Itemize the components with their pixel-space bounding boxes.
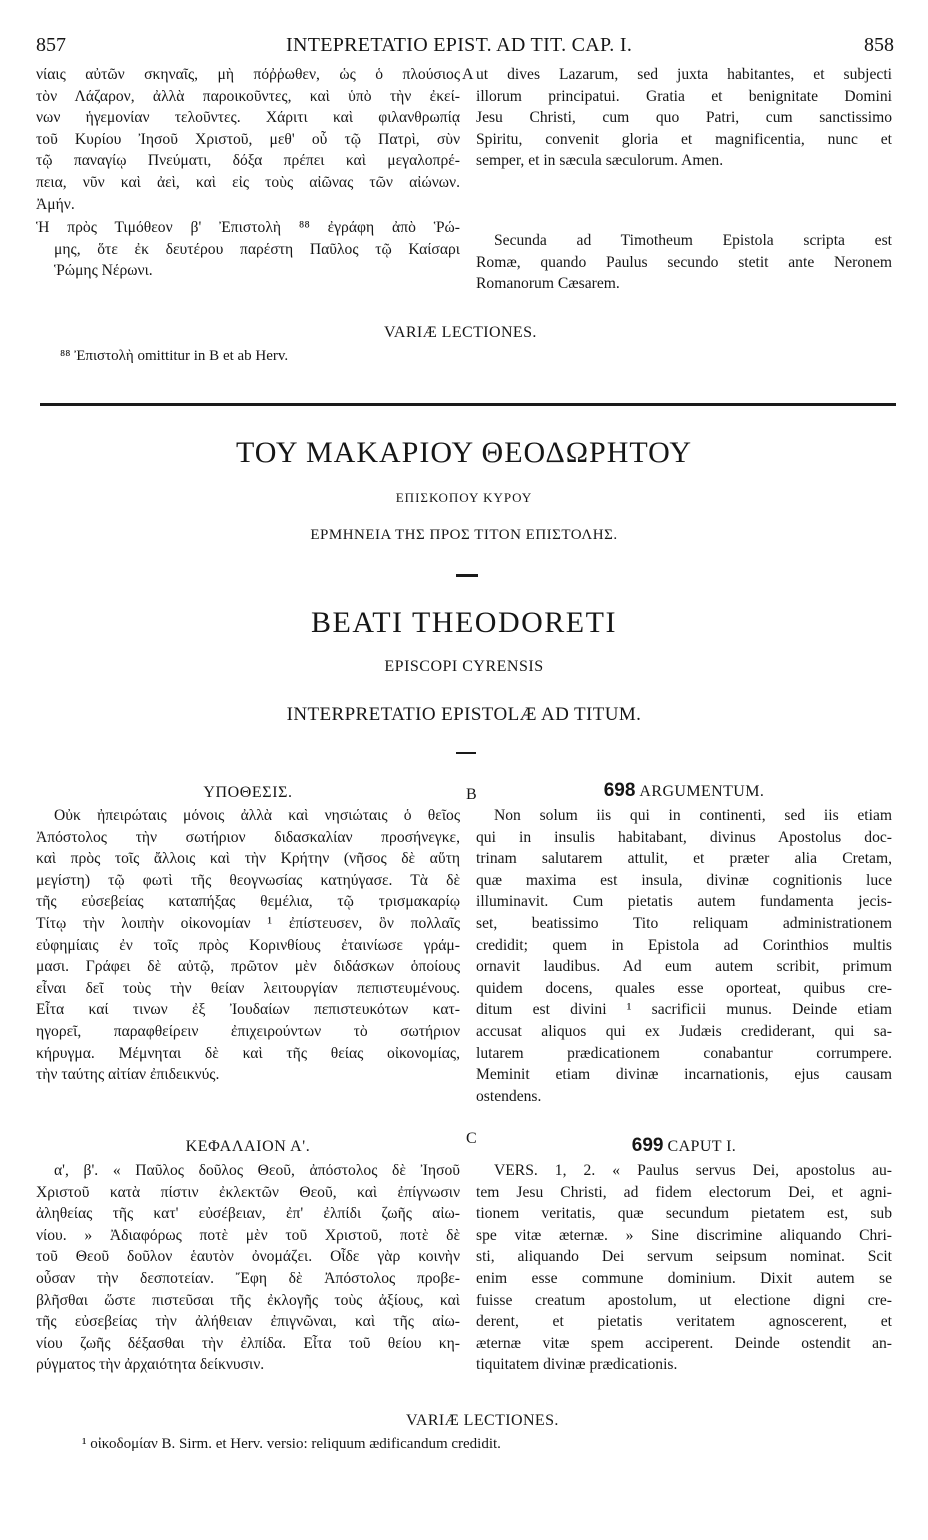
latin-line: semper, et in sæcula sæculorum. Amen. — [476, 152, 724, 170]
latin-argument-text — [476, 805, 892, 1107]
greek-line: νίαις αὐτῶν σκηναῖς, μὴ πόῤῥωθεν, ὡς ὁ πλούσιος — [36, 66, 460, 83]
latin-subscription-line: Romanorum Cæsarem. — [476, 275, 620, 293]
latin-line: credidit; quem in Epistola ad Corinthios multis — [476, 936, 892, 954]
greek-line: πεια, νῦν καὶ ἀεὶ, καὶ εἰς τοὺς αἰῶνας τῶν αἰώνων. — [36, 173, 460, 191]
greek-line: εὐφημίαις ἐν τοῖς πρὸς Κορινθίους ἐταινίωσε γράμ- — [36, 936, 460, 954]
greek-line: μεγίστη) τῷ φωτὶ τῆς θεογνωσίας κατηύγασε. Τὰ δὲ — [36, 871, 460, 889]
latin-work-title: INTERPRETATIO EPISTOLÆ AD TITUM. — [286, 704, 642, 725]
latin-line: quæ maxima est insula, divinæ cognitionis luce — [476, 871, 892, 889]
running-header — [36, 34, 894, 60]
greek-argument-heading: ΥΠΟΘΕΣΙΣ. — [203, 784, 293, 801]
greek-line: τοῦ Κυρίου Ἰησοῦ Χριστοῦ, μεθ' οὗ τῷ Πατρὶ, σὺν — [36, 130, 460, 148]
margin-marker-b: B — [466, 786, 477, 803]
greek-work-title: ΕΡΜΗΝΕΙΑ ΤΗΣ ΠΡΟΣ ΤΙΤΟΝ ΕΠΙΣΤΟΛΗΣ. — [310, 527, 618, 543]
latin-line: ut dives Lazarum, sed juxta habitantes, et subjecti — [476, 66, 892, 83]
latin-line: Jesu Christi, cum quo Patri, cum sanctissimo — [476, 109, 892, 127]
ornament-dash — [456, 574, 478, 577]
greek-line: νίου. » Ἀδιαφόρως ποτὲ μὲν τοῦ Χριστοῦ, ποτὲ δὲ — [36, 1226, 460, 1244]
greek-chapter-heading: ΚΕΦΑΛΑΙΟΝ Α'. — [185, 1138, 311, 1155]
latin-subscription-line: Romæ, quando Paulus secundo stetit ante Neronem — [476, 253, 892, 271]
greek-line: ηγορεῖ, παραφθείρειν ἐπιχειρούντων τὸ σωτήριον — [36, 1022, 460, 1040]
greek-line: α', β'. « Παῦλος δοῦλος Θεοῦ, ἀπόστολος δὲ Ἰησοῦ — [54, 1162, 460, 1179]
latin-line: VERS. 1, 2. « Paulus servus Dei, apostolus au- — [494, 1162, 892, 1179]
margin-marker-a: A — [462, 66, 474, 83]
latin-line: æternæ vitæ spem acciperent. Deinde ostendit an- — [476, 1334, 892, 1352]
greek-subtitle: ΕΠΙΣΚΟΠΟΥ ΚΥΡΟΥ — [395, 490, 533, 505]
greek-line: τῆς εὐσεβείας τὴν ἀλήθειαν ἐπιγνῶναι, καὶ τῆς αἰω- — [36, 1313, 460, 1331]
greek-line: μασι. Γράφει δὲ αὐτῷ, πρῶτον μὲν διδάσκων ὁποίους — [36, 958, 460, 976]
column-number: 699 — [631, 1135, 664, 1156]
greek-line: τοῦ Θεοῦ δοῦλον ἑαυτὸν ὀνομάζει. Οἶδε γὰρ κοινὴν — [36, 1248, 460, 1266]
greek-line: Ἀπόστολος τὴν σωτήριον διδασκαλίαν προσήνεγκε, — [36, 828, 460, 846]
latin-subtitle: EPISCOPI CYRENSIS — [384, 658, 544, 675]
latin-subscription — [476, 230, 892, 295]
greek-subscription-line: Ἡ πρὸς Τιμόθεον β' Ἐπιστολὴ ⁸⁸ ἐγράφη ἀπὸ Ῥώ- — [36, 219, 460, 237]
greek-line: ρύγματος τὴν ἀρχαιότητα δείκνυσιν. — [36, 1356, 265, 1374]
top-greek-column — [36, 64, 460, 282]
greek-line: οὖσαν τὴν δεσποτείαν. Ἔφη δὲ Ἀπόστολος προβε- — [36, 1269, 460, 1287]
latin-line: Non solum iis qui in continenti, sed iis etiam — [494, 807, 892, 824]
greek-line: τὴν ταύτης αἰτίαν ἐπιδεικνύς. — [36, 1066, 220, 1084]
greek-line: τῷ παναγίῳ Πνεύματι, δόξα πρέπει καὶ μεγαλοπρέ- — [36, 152, 460, 170]
latin-line: enim esse commune dominium. Dixit autem se — [476, 1269, 892, 1287]
latin-line: accusat aliquos qui ex Judæis crediderant, qui sa- — [476, 1022, 892, 1040]
section-divider — [40, 403, 896, 406]
latin-line: Meminit etiam divinæ incarnationis, ejus causam — [476, 1066, 892, 1084]
greek-line: Εἶτα καί τινων ἐξ Ἰουδαίων πεπιστευκότων κατ- — [36, 1001, 460, 1019]
latin-line: Spiritu, convenit gloria et magnificentia, nunc et — [476, 130, 892, 148]
page-number-left: 857 — [36, 34, 66, 56]
greek-line: τῆς εὐσεβείας καταπήξας θεμέλια, τῷ τρισμακαρίῳ — [36, 893, 460, 911]
latin-line: ditum est divini ¹ sacrificii munus. Deinde etiam — [476, 1001, 892, 1019]
column-number: 698 — [603, 780, 636, 801]
latin-line: spe vitæ æternæ. » Sine discrimine aliquando Chri- — [476, 1226, 892, 1244]
greek-title: ΤΟΥ ΜΑΚΑΡΙΟΥ ΘΕΟΔΩΡΗΤΟΥ — [235, 436, 693, 469]
latin-line: illorum principatui. Gratia et benignitate Domini — [476, 87, 892, 105]
latin-line: sti, aliquando Dei servum seipsum nominat. Scit — [476, 1248, 892, 1266]
variae-lectiones-note: ¹ οἰκοδομίαν B. Sirm. et Herv. versio: reliquum ædificandum credidit. — [82, 1436, 501, 1452]
greek-chapter-text — [36, 1160, 460, 1376]
greek-line: καὶ πρὸς τοῖς ἄλλοις καὶ τὴν Κρήτην (νῆσος δὲ αὕτη — [36, 850, 460, 868]
greek-line: εἶναι δεῖ τοὺς τὴν θείαν λειτουργίαν πεπιστευμένους. — [36, 979, 460, 997]
greek-line: Ἀμήν. — [36, 195, 75, 213]
latin-chapter-title: CAPUT I. — [667, 1138, 737, 1155]
margin-marker-c: C — [466, 1130, 477, 1147]
ornament-dash — [456, 752, 476, 754]
latin-line: ostendens. — [476, 1087, 542, 1105]
running-title: INTEPRETATIO EPIST. AD TIT. CAP. I. — [286, 34, 633, 56]
greek-line: κήρυγμα. Μέμνηται δὲ καὶ τῆς θείας οἰκονομίας, — [36, 1044, 460, 1062]
latin-subscription-line: Secunda ad Timotheum Epistola scripta est — [494, 232, 892, 249]
latin-line: fuisse creatum apostolum, ut electione digni cre- — [476, 1291, 892, 1309]
greek-argument-text — [36, 805, 460, 1086]
variae-lectiones-heading: VARIÆ LECTIONES. — [406, 1412, 559, 1429]
latin-line: lutarem prædicationem conabantur corrumpere. — [476, 1044, 892, 1062]
latin-line: derent, et pietatis veritatem agnoscerent, et — [476, 1313, 892, 1331]
page-number-right: 858 — [864, 34, 894, 56]
top-latin-column — [476, 64, 892, 172]
greek-line: βλῆσθαι ὥστε πιστεῦσαι τῆς ἐκλογῆς τοὺς ἀξίους, καὶ — [36, 1291, 460, 1309]
greek-line: τὸν Λάζαρον, ἀλλὰ παροικοῦντες, καὶ ὑπὸ τὴν ἐκεί- — [36, 87, 460, 105]
latin-chapter-heading — [476, 1135, 892, 1157]
latin-title: BEATI THEODORETI — [311, 606, 617, 639]
greek-subscription-line: Ῥώμης Νέρωνι. — [54, 262, 153, 280]
latin-argument-title: ARGUMENTUM. — [639, 783, 765, 800]
latin-line: tiquitatem divinæ prædicationis. — [476, 1356, 678, 1374]
latin-argument-heading — [476, 780, 892, 802]
variae-lectiones-heading: VARIÆ LECTIONES. — [384, 324, 537, 341]
greek-line: νίου ζωῆς δέξασθαι τὴν ἐλπίδα. Εἶτα τοῦ θείου κη- — [36, 1334, 460, 1352]
greek-line: Τίτῳ τὴν λοιπὴν οἰκονομίαν ¹ ἐπίστευσεν, ὃν πολλαῖς — [36, 914, 460, 932]
greek-line: Οὐκ ἠπειρώταις μόνοις ἀλλὰ καὶ νησιώταις ὁ θεῖος — [54, 807, 460, 824]
latin-line: trinam salutarem attulit, et præter alia Cretam, — [476, 850, 892, 868]
latin-line: set, beatissimo Tito reliquam administrationem — [476, 914, 892, 932]
greek-line: νων ἡγεμονίαν τελοῦντες. Χάριτι καὶ φιλανθρωπίᾳ — [36, 109, 460, 127]
latin-line: qui in insulis habitabant, divinus Apostolus doc- — [476, 828, 892, 846]
latin-line: tem Jesu Christi, ad fidem electorum Dei, et agni- — [476, 1183, 892, 1201]
latin-line: tionem veritatis, quæ secundum pietatem est, sub — [476, 1205, 892, 1223]
latin-line: illuminavit. Cum pietatis autem fundamenta jecis- — [476, 893, 892, 911]
latin-chapter-text — [476, 1160, 892, 1376]
variae-lectiones-note: ⁸⁸ Ἐπιστολὴ omittitur in B et ab Herv. — [60, 348, 289, 364]
greek-line: ἀληθείας τῆς κατ' εὐσέβειαν, ἐπ' ἐλπίδι ζωῆς αἰω- — [36, 1205, 460, 1223]
latin-line: quidem docens, quales esse oporteat, quibus cre- — [476, 979, 892, 997]
latin-line: ornavit laudibus. Ad eum autem scribit, primum — [476, 958, 892, 976]
greek-line: Χριστοῦ κατὰ πίστιν ἐκλεκτῶν Θεοῦ, καὶ ἐπίγνωσιν — [36, 1183, 460, 1201]
greek-subscription-line: μης, ὅτε ἐκ δευτέρου παρέστη Παῦλος τῷ Καίσαρι — [54, 240, 460, 258]
